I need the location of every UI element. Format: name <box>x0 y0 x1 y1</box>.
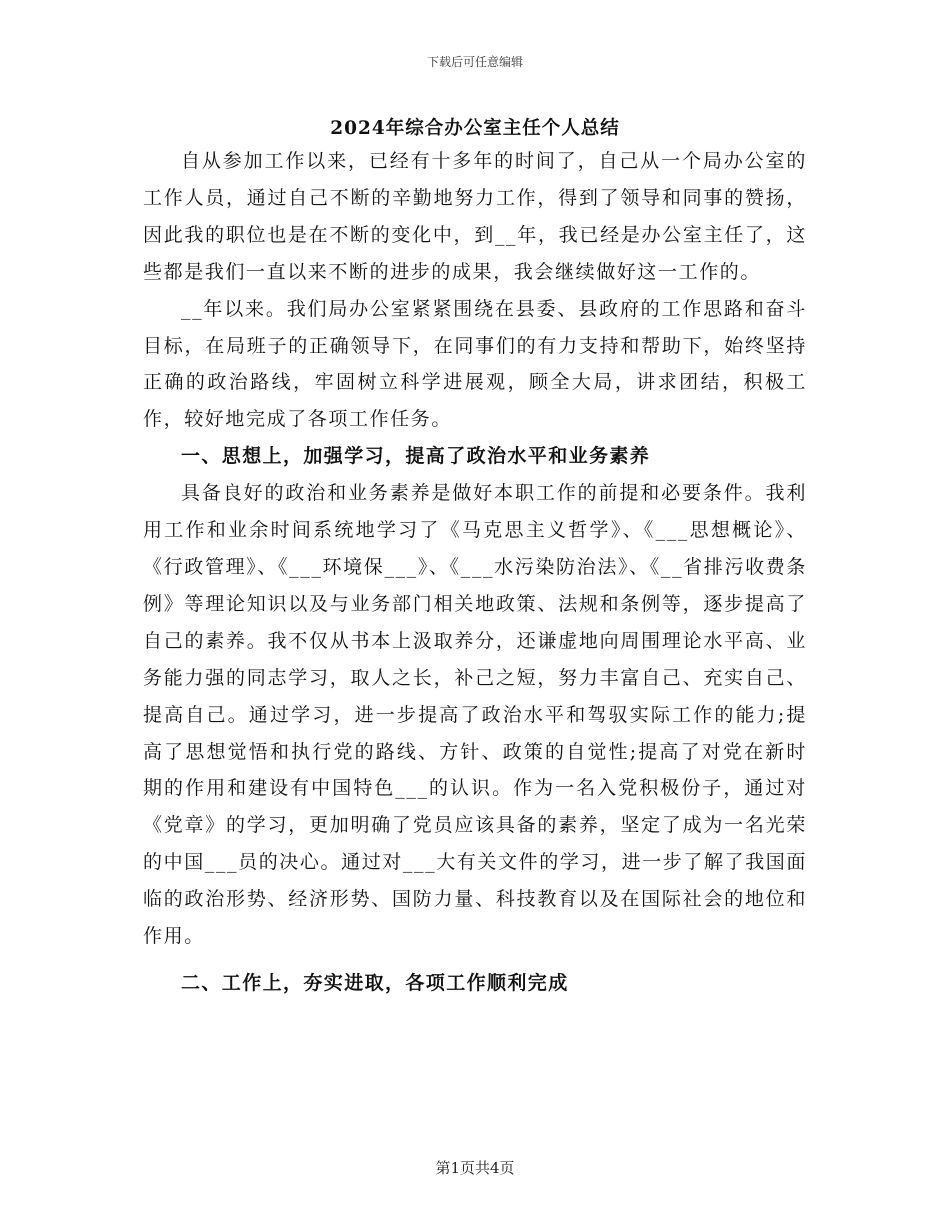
document-title: 2024年综合办公室主任个人总结 <box>330 118 620 139</box>
intro-paragraph-1: 自从参加工作以来，已经有十多年的时间了，自己从一个局办公室的工作人员，通过自己不断的辛勤地努力工作，得到了领导和同事的赞扬，因此我的职位也是在不断的变化中，到__年，我已经是办公室主任了，这些都是我们一直以来不断的进步的成果，我会继续做好这一工作的。 <box>143 150 807 283</box>
intro-paragraph-2: __年以来。我们局办公室紧紧围绕在县委、县政府的工作思路和奋斗目标，在局班子的正确领导下，在同事们的有力支持和帮助下，始终坚持正确的政治路线，牢固树立科学进展观，顾全大局，讲求团结，积极工作，较好地完成了各项工作任务。 <box>143 297 807 431</box>
header-note: 下载后可任意编辑 <box>426 55 523 69</box>
page-indicator: 第1页共4页 <box>435 1159 515 1177</box>
section-2-heading: 二、工作上，夯实进取，各项工作顺利完成 <box>181 971 569 994</box>
document-body <box>143 143 807 1002</box>
section-1-heading: 一、思想上，加强学习，提高了政治水平和业务素养 <box>181 445 651 468</box>
section-1-paragraph: 具备良好的政治和业务素养是做好本职工作的前提和必要条件。我利用工作和业余时间系统地学习了《马克思主义哲学》、《___思想概论》、《行政管理》、《___环境保___》、《___水污染防治法》、《__省排污收费条例》等理论知识以及与业务部门相关地政策、法规和条例等，逐步提高了自己的素养。我不仅从书本上汲取养分，还谦虚地向周围理论水平高、业务能力强的同志学习，取人之长，补己之短，努力丰富自己、充实自己、提高自己。通过学习，进一步提高了政治水平和驾驭实际工作的能力;提高了思想觉悟和执行党的路线、方针、政策的自觉性;提高了对党在新时期的作用和建设有中国特色___的认识。作为一名入党积极份子，通过对《党章》的学习，更加明确了党员应该具备的素养，坚定了成为一名光荣的中国___员的决心。通过对___大有关文件的学习，进一步了解了我国面临的政治形势、经济形势、国防力量、科技教育以及在国际社会的地位和作用。 <box>143 482 808 948</box>
